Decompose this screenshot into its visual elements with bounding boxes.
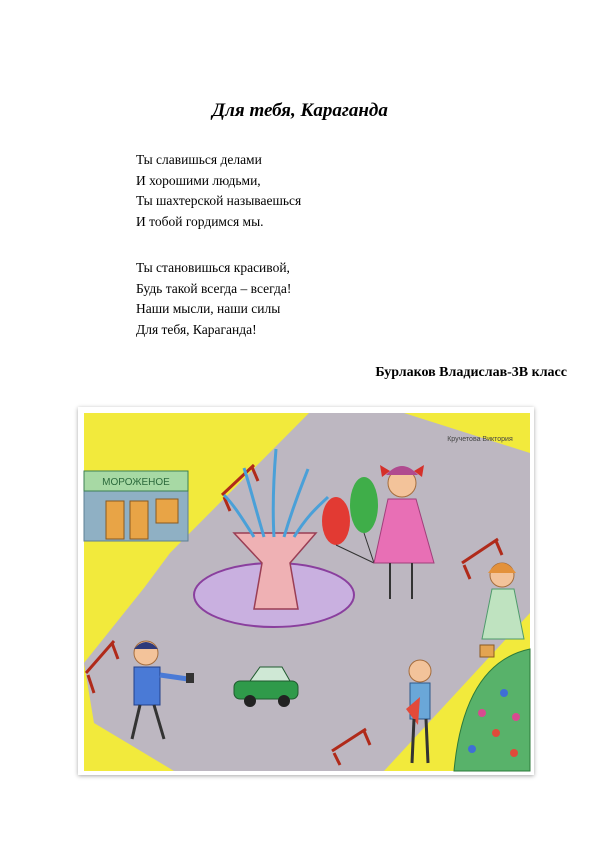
author-credit: Бурлаков Владислав-3В класс [375, 365, 567, 380]
artist-signature: Кручетова Виктория [447, 436, 513, 443]
poem-line: Будь такой всегда – всегда! [136, 280, 292, 296]
shop-door [106, 501, 124, 539]
poem-line: Для тебя, Караганда! [136, 321, 257, 337]
child-drawing [78, 407, 534, 775]
shop-door [130, 501, 148, 539]
shop-sign: МОРОЖЕНОЕ [102, 477, 170, 488]
ice-cream-shop [84, 471, 188, 541]
shop-window [156, 499, 178, 523]
poem-stanza-2 [136, 258, 291, 340]
poem-stanza-1 [136, 150, 301, 232]
poem-line: Ты становишься красивой, [136, 260, 290, 275]
poem-line: И хорошими людьми, [136, 172, 261, 188]
poem-line: И тобой гордимся мы. [136, 213, 264, 229]
poem-title: Для тебя, Караганда [212, 100, 388, 121]
poem-line: Ты славишься делами [136, 152, 262, 167]
drawing-canvas [78, 407, 534, 775]
poem-line: Наши мысли, наши силы [136, 301, 281, 316]
poem-line: Ты шахтерской называешься [136, 193, 302, 208]
handbag [480, 645, 494, 657]
